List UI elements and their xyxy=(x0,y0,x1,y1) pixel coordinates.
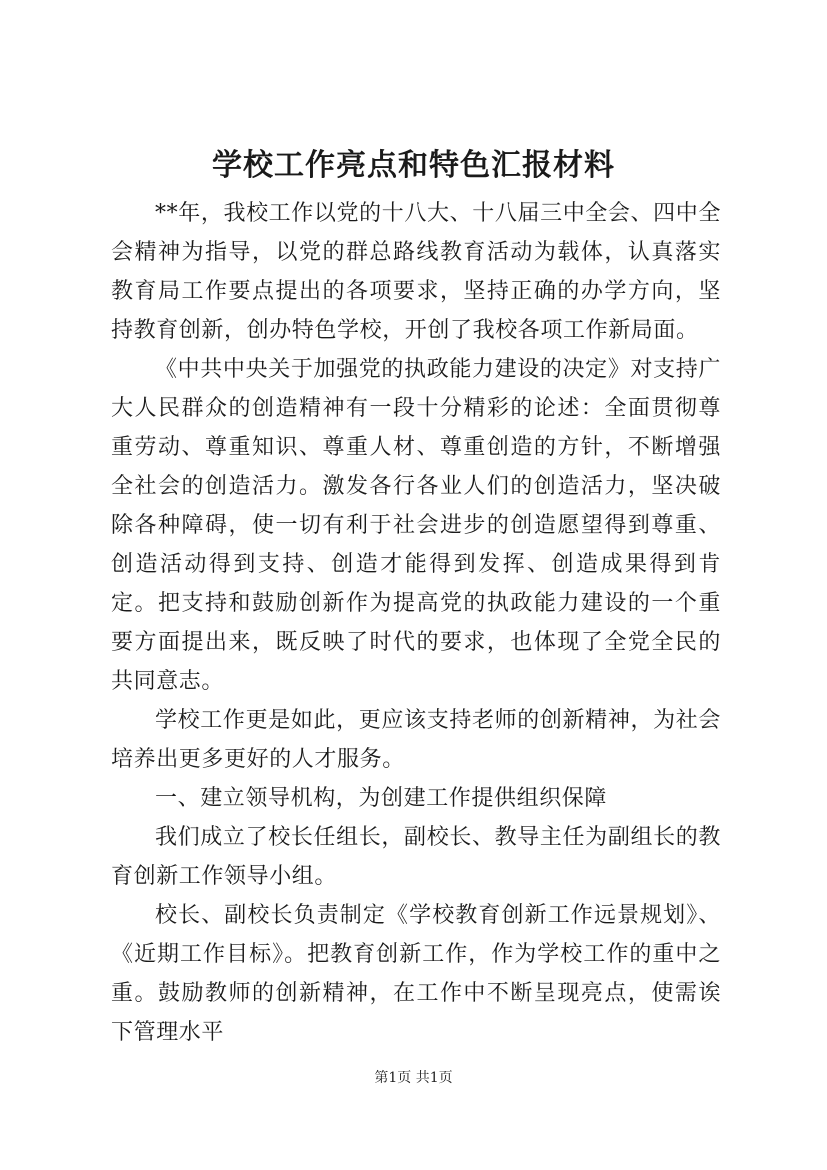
paragraph-decision-quote: 《中共中央关于加强党的执政能力建设的决定》对支持广大人民群众的创造精神有一段十分精彩的论述：全面贯彻尊重劳动、尊重知识、尊重人材、尊重创造的方针，不断增强全社会的创造活力。激发各行各业人们的创造活力，坚决破除各种障碍，使一切有利于社会进步的创造愿望得到尊重、创造活动得到支持、创造才能得到发挥、创造成果得到肯定。把支持和鼓励创新作为提高党的执政能力建设的一个重要方面提出来，既反映了时代的要求，也体现了全党全民的共同意志。 xyxy=(111,357,721,694)
page-footer: 第1页 共1页 xyxy=(374,1070,453,1086)
paragraph-leadership-group: 我们成立了校长任组长，副校长、教导主任为副组长的教育创新工作领导小组。 xyxy=(111,825,721,889)
document-title: 学校工作亮点和特色汇报材料 xyxy=(212,148,615,183)
paragraph-intro: **年，我校工作以党的十八大、十八届三中全会、四中全会精神为指导，以党的群总路线教育活动为载体，认真落实教育局工作要点提出的各项要求，坚持正确的办学方向，坚持教育创新，创办特色学校，开创了我校各项工作新局面。 xyxy=(111,201,721,343)
section-heading-leadership: 一、建立领导机构，为创建工作提供组织保障 xyxy=(155,786,608,811)
paragraph-planning: 校长、副校长负责制定《学校教育创新工作远景规划》、《近期工作目标》。把教育创新工作，作为学校工作的重中之重。鼓励教师的创新精神，在工作中不断呈现亮点，使需诶下管理水平 xyxy=(111,903,721,1045)
document-body xyxy=(111,194,721,1052)
paragraph-school-work: 学校工作更是如此，更应该支持老师的创新精神，为社会培养出更多更好的人才服务。 xyxy=(111,708,721,772)
